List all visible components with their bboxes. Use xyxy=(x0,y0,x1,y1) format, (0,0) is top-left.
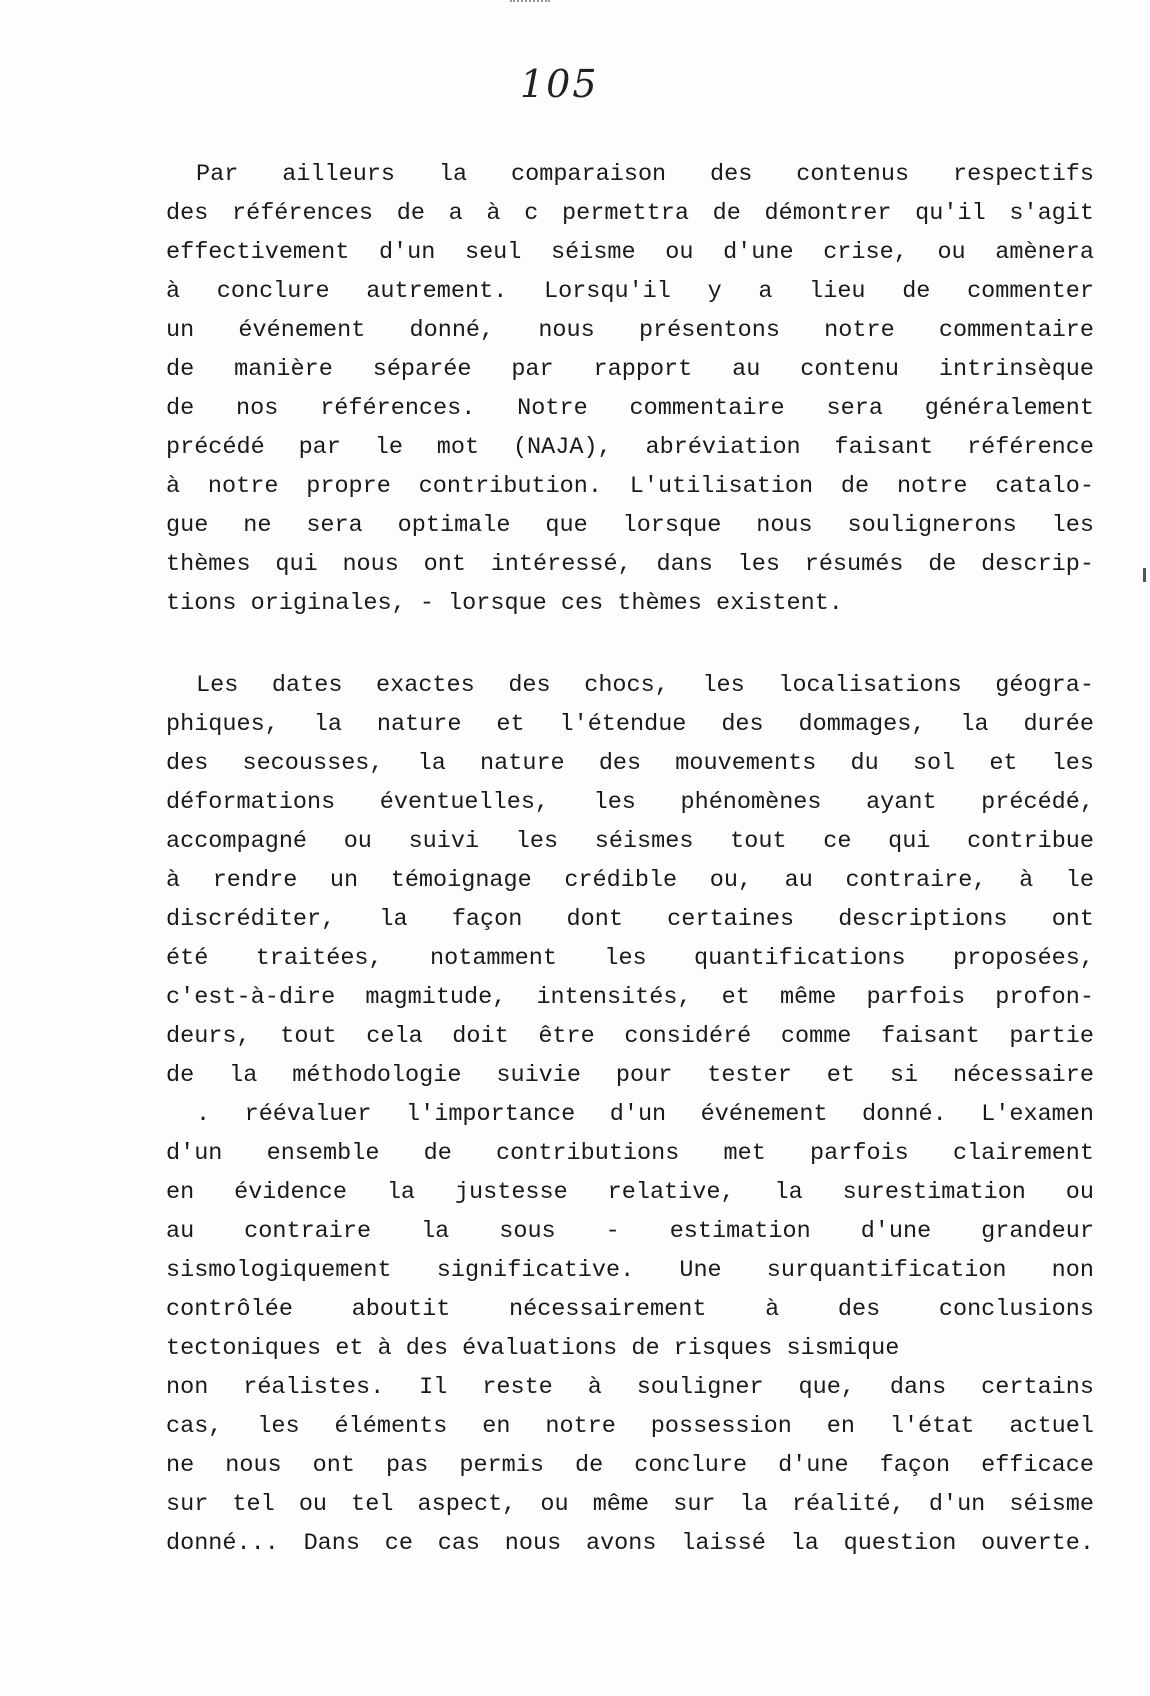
text-line: d'un ensemble de contributions met parfois clairement xyxy=(166,1140,1094,1167)
page-number: 105 xyxy=(520,62,599,106)
text-line: à conclure autrement. Lorsqu'il y a lieu de commenter xyxy=(166,278,1094,305)
text-line: thèmes qui nous ont intéressé, dans les résumés de descrip- xyxy=(166,551,1094,578)
text-line: phiques, la nature et l'étendue des dommages, la durée xyxy=(166,711,1094,738)
text-line: en évidence la justesse relative, la surestimation ou xyxy=(166,1179,1094,1206)
text-line: tions originales, - lorsque ces thèmes existent. xyxy=(166,590,843,617)
margin-mark xyxy=(1143,568,1146,582)
text-line: ne nous ont pas permis de conclure d'une façon efficace xyxy=(166,1452,1094,1479)
text-line: précédé par le mot (NAJA), abréviation faisant référence xyxy=(166,434,1094,461)
text-line: sur tel ou tel aspect, ou même sur la réalité, d'un séisme xyxy=(166,1491,1094,1518)
text-line: non réalistes. Il reste à souligner que, dans certains xyxy=(166,1374,1094,1401)
text-line: de la méthodologie suivie pour tester et si nécessaire xyxy=(166,1062,1094,1089)
text-line: tectoniques et à des évaluations de risques sismique xyxy=(166,1335,900,1362)
text-line: des secousses, la nature des mouvements du sol et les xyxy=(166,750,1094,777)
text-line: gue ne sera optimale que lorsque nous soulignerons les xyxy=(166,512,1094,539)
paragraph-1 xyxy=(166,155,1094,623)
text-line: été traitées, notamment les quantifications proposées, xyxy=(166,945,1094,972)
text-line: deurs, tout cela doit être considéré comme faisant partie xyxy=(166,1023,1094,1050)
paragraph-2 xyxy=(166,666,1094,1563)
text-line: à rendre un témoignage crédible ou, au contraire, à le xyxy=(166,867,1094,894)
text-line: effectivement d'un seul séisme ou d'une crise, ou amènera xyxy=(166,239,1094,266)
scan-artifact-mark xyxy=(510,0,550,6)
text-line: cas, les éléments en notre possession en l'état actuel xyxy=(166,1413,1094,1440)
text-line: . réévaluer l'importance d'un événement donné. L'examen xyxy=(196,1101,1094,1128)
text-line: à notre propre contribution. L'utilisation de notre catalo- xyxy=(166,473,1094,500)
text-line: Par ailleurs la comparaison des contenus respectifs xyxy=(196,161,1094,188)
text-line: donné... Dans ce cas nous avons laissé la question ouverte. xyxy=(166,1530,1094,1557)
text-line: au contraire la sous - estimation d'une grandeur xyxy=(166,1218,1094,1245)
text-line: déformations éventuelles, les phénomènes ayant précédé, xyxy=(166,789,1094,816)
text-line: accompagné ou suivi les séismes tout ce qui contribue xyxy=(166,828,1094,855)
text-line: de manière séparée par rapport au contenu intrinsèque xyxy=(166,356,1094,383)
text-line: c'est-à-dire magmitude, intensités, et même parfois profon- xyxy=(166,984,1094,1011)
text-line: de nos références. Notre commentaire sera généralement xyxy=(166,395,1094,422)
text-line: un événement donné, nous présentons notre commentaire xyxy=(166,317,1094,344)
text-line: sismologiquement significative. Une surquantification non xyxy=(166,1257,1094,1284)
text-line: des références de a à c permettra de démontrer qu'il s'agit xyxy=(166,200,1094,227)
text-line: discréditer, la façon dont certaines descriptions ont xyxy=(166,906,1094,933)
text-line: contrôlée aboutit nécessairement à des conclusions xyxy=(166,1296,1094,1323)
text-line: Les dates exactes des chocs, les localisations géogra- xyxy=(196,672,1094,699)
